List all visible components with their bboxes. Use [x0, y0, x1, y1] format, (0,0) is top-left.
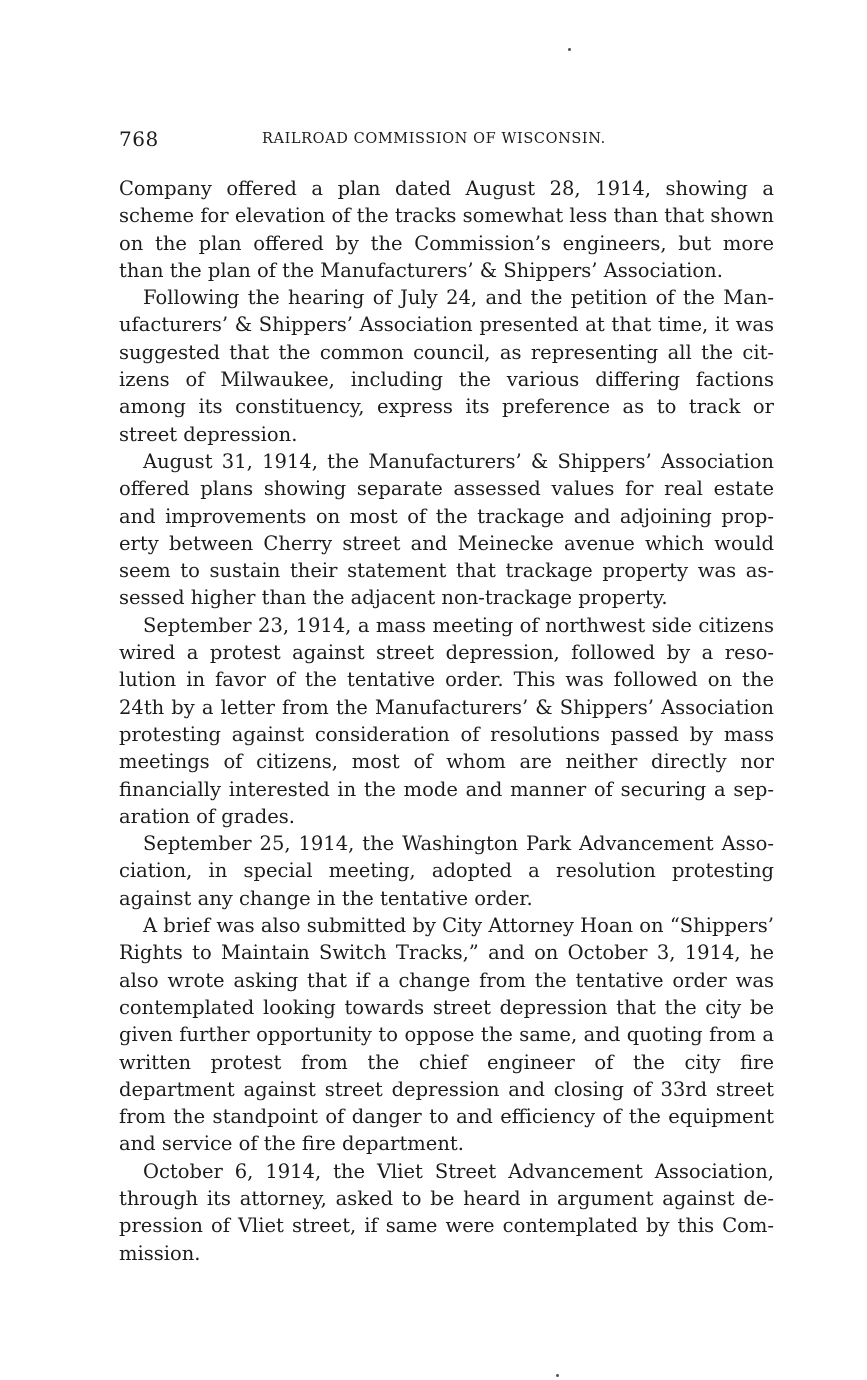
paragraph: October 6, 1914, the Vliet Street Advancement Association, through its attorney, asked to be heard in argument against depression of Vliet street, if same were contemplated by this Commission. — [119, 1159, 774, 1265]
paragraph: Company offered a plan dated August 28, 1914, showing a scheme for elevation of the tracks somewhat less than that shown on the plan offered by the Commission’s engineers, but more than the plan of the Manufacturers’ & Shippers’ Association. — [119, 177, 774, 282]
print-speck — [556, 1374, 559, 1377]
page-number: 768 — [119, 127, 159, 151]
paragraph: September 25, 1914, the Washington Park Advancement Association, in special meeting, adopted a resolution protesting against any change in the tentative order. — [119, 832, 774, 910]
paragraph: Following the hearing of July 24, and the petition of the Manufacturers’ & Shippers’ Association presented at that time, it was suggested that the common council, as representing all the citizens of Milwaukee, including the various differing factions among its constituency, express its preference as to track or street depression. — [119, 286, 774, 446]
page-header — [119, 124, 779, 154]
paragraph: August 31, 1914, the Manufacturers’ & Shippers’ Association offered plans showing separate assessed values for real estate and improvements on most of the trackage and adjoining property between Cherry street and Meinecke avenue which would seem to sustain their statement that trackage property was assessed higher than the adjacent non-trackage property. — [119, 449, 774, 610]
body-text — [119, 175, 774, 1267]
paragraph: A brief was also submitted by City Attorney Hoan on “Shippers’ Rights to Maintain Switch Tracks,” and on October 3, 1914, he also wrote asking that if a change from the tentative order was contemplated looking towards street depression that the city be given further opportunity to oppose the same, and quoting from a written protest from the chief engineer of the city fire department against street depression and closing of 33rd street from the standpoint of danger to and efficiency of the equipment and service of the fire department. — [119, 914, 774, 1156]
print-speck — [568, 48, 571, 51]
running-head: RAILROAD COMMISSION OF WISCONSIN. — [262, 131, 606, 147]
paragraph: September 23, 1914, a mass meeting of northwest side citizens wired a protest against street depression, followed by a resolution in favor of the tentative order. This was followed on the 24th by a letter from the Manufacturers’ & Shippers’ Association protesting against consideration of resolutions passed by mass meetings of citizens, most of whom are neither directly nor financially interested in the mode and manner of securing a separation of grades. — [119, 613, 774, 828]
